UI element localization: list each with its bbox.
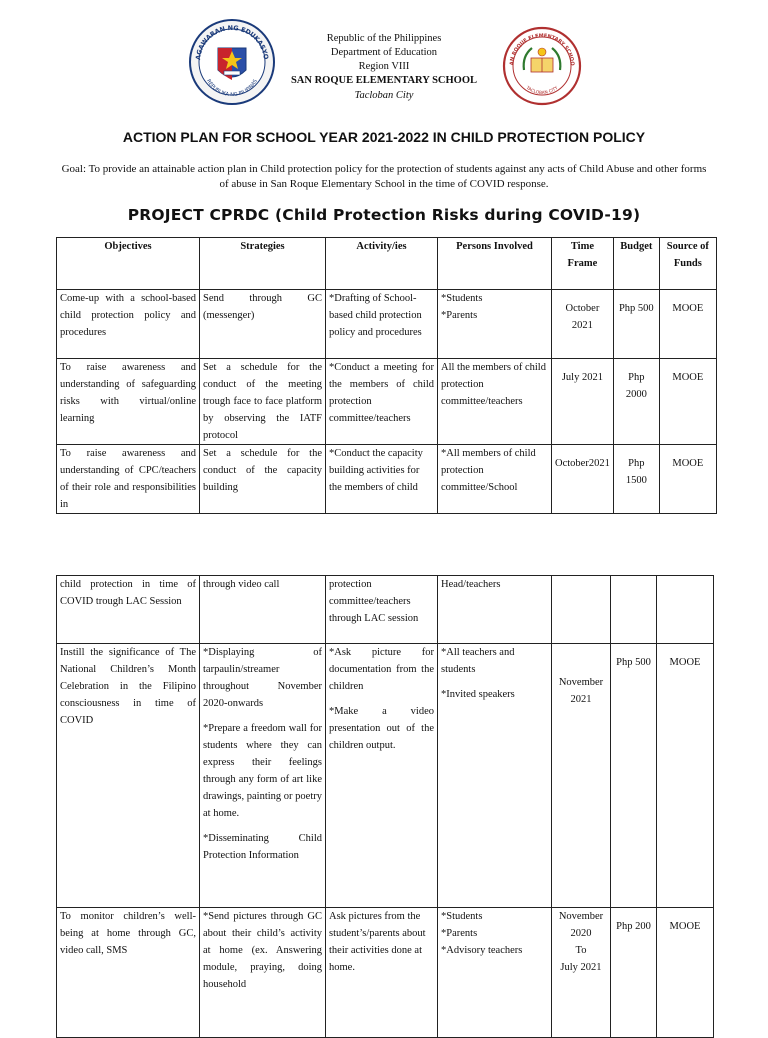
activity-entry: *Make a video presentation out of the children output.: [329, 706, 434, 751]
school-name: SAN ROQUE ELEMENTARY SCHOOL: [290, 75, 478, 86]
svg-text:KAGAWARAN NG EDUKASYON: AGAWARAN NG EDUKASYO: [194, 23, 270, 61]
col-budget: Budget: [613, 238, 659, 290]
table-row: [57, 290, 717, 359]
budget-cell: Php 500: [613, 290, 659, 359]
budget-cell: Php 2000: [613, 359, 659, 445]
source-cell: MOOE: [659, 445, 716, 514]
activity-entry: *Ask picture for documentation from the children: [329, 647, 434, 692]
school-city: Tacloban City: [354, 90, 414, 101]
table-row: [57, 445, 717, 514]
time-frame-cell: [552, 576, 611, 644]
time-frame-cell: July 2021: [552, 359, 614, 445]
time-frame-line: To: [575, 945, 587, 956]
svg-text:TACLOBAN CITY: TACLOBAN CITY: [524, 85, 560, 97]
time-frame-cell: [552, 908, 611, 1038]
header-line-1: Republic of the Philippines: [326, 33, 442, 44]
strategy-entry: *Prepare a freedom wall for students where they can express their feelings through any form of art like drawings, painting or poetry at home.: [203, 723, 322, 819]
project-title: PROJECT CPRDC (Child Protection Risks during COVID-19): [127, 206, 641, 224]
persons-cell: *All members of child protection committee/School: [438, 445, 552, 514]
table-row: [57, 576, 714, 644]
person-entry: *All teachers and students: [441, 647, 515, 675]
school-seal: [502, 24, 582, 108]
strategy-entry: *Disseminating Child Protection Information: [203, 833, 322, 861]
time-frame-line: July 2021: [560, 962, 602, 973]
time-frame-cell: October 2021: [552, 290, 614, 359]
budget-cell: [611, 576, 657, 644]
source-cell: MOOE: [659, 359, 716, 445]
time-frame-line: November 2020: [558, 911, 604, 939]
activity-cell: *Conduct the capacity building activities for the members of child: [326, 445, 438, 514]
objective-cell: To monitor children’s well-being at home through GC, video call, SMS: [57, 908, 200, 1038]
svg-text:REPUBLIKA NG PILIPINAS: REPUBLIKA NG PILIPINAS: [205, 78, 259, 99]
deped-seal-icon: [188, 18, 276, 106]
source-cell: [657, 576, 714, 644]
table-header-row: [57, 238, 717, 290]
strategy-entry: *Displaying of tarpaulin/streamer throughout November 2020-onwards: [203, 647, 322, 709]
action-plan-table-part-2: [56, 575, 714, 1038]
person-entry: *Students: [441, 293, 483, 304]
person-entry: *Parents: [441, 310, 478, 321]
strategy-cell: Set a schedule for the conduct of the capacity building: [200, 445, 326, 514]
strategy-cell: Set a schedule for the conduct of the meeting trough face to face platform by observing the IATF protocol: [200, 359, 326, 445]
person-entry: *Students: [441, 911, 483, 922]
goal-text: Goal: To provide an attainable action plan in Child protection policy for the protection of students against any acts of Child Abuse and other forms of abuse in San Roque Elementary School in the time of COVID response.: [61, 163, 707, 190]
col-strategies: Strategies: [200, 238, 326, 290]
activity-cell: *Drafting of School-based child protection policy and procedures: [326, 290, 438, 359]
time-frame-cell: November 2021: [552, 644, 611, 908]
budget-cell: Php 500: [611, 644, 657, 908]
objective-cell: child protection in time of COVID trough LAC Session: [57, 576, 200, 644]
objective-cell: To raise awareness and understanding of CPC/teachers of their role and responsibilities in: [57, 445, 200, 514]
svg-text:SAN ROQUE ELEMENTARY SCHOOL: AN ROQUE ELEMENTARY SCHOO: [508, 32, 576, 66]
person-entry: *Advisory teachers: [441, 945, 523, 956]
person-entry: *Parents: [441, 928, 478, 939]
persons-cell: All the members of child protection committee/teachers: [438, 359, 552, 445]
activity-cell: *Conduct a meeting for the members of child protection committee/teachers: [326, 359, 438, 445]
persons-cell: [438, 644, 552, 908]
objective-cell: Come-up with a school-based child protection policy and procedures: [57, 290, 200, 359]
col-objectives: Objectives: [57, 238, 200, 290]
source-cell: MOOE: [657, 908, 714, 1038]
table-row: [57, 908, 714, 1038]
activity-cell: Ask pictures from the student’s/parents about their activities done at home.: [326, 908, 438, 1038]
objective-cell: Instill the significance of The National Children’s Month Celebration in the Filipino consciousness in time of COVID: [57, 644, 200, 908]
source-cell: MOOE: [657, 644, 714, 908]
persons-cell: [438, 290, 552, 359]
activity-cell: [326, 644, 438, 908]
strategy-cell: [200, 644, 326, 908]
budget-cell: Php 1500: [613, 445, 659, 514]
school-seal-icon: [502, 24, 582, 108]
deped-seal: [188, 18, 276, 106]
header-line-3: Region VIII: [358, 61, 410, 72]
col-activities: Activity/ies: [326, 238, 438, 290]
person-entry: *Invited speakers: [441, 689, 515, 700]
time-frame-cell: October2021: [552, 445, 614, 514]
objective-cell: To raise awareness and understanding of safeguarding risks with virtual/online learning: [57, 359, 200, 445]
source-cell: MOOE: [659, 290, 716, 359]
table-row: [57, 359, 717, 445]
persons-cell: [438, 908, 552, 1038]
action-plan-table-part-1: [56, 237, 717, 514]
header-line-2: Department of Education: [330, 47, 438, 58]
strategy-cell: Send through GC (messenger): [200, 290, 326, 359]
plan-title: ACTION PLAN FOR SCHOOL YEAR 2021-2022 IN CHILD PROTECTION POLICY: [122, 129, 646, 145]
strategy-cell: through video call: [200, 576, 326, 644]
persons-cell: Head/teachers: [438, 576, 552, 644]
activity-cell: protection committee/teachers through LAC session: [326, 576, 438, 644]
strategy-cell: *Send pictures through GC about their child’s activity at home (ex. Answering module, praying, doing household: [200, 908, 326, 1038]
col-persons: Persons Involved: [438, 238, 552, 290]
col-time-frame: Time Frame: [552, 238, 614, 290]
budget-cell: Php 200: [611, 908, 657, 1038]
col-source: Source of Funds: [659, 238, 716, 290]
table-row: [57, 644, 714, 908]
